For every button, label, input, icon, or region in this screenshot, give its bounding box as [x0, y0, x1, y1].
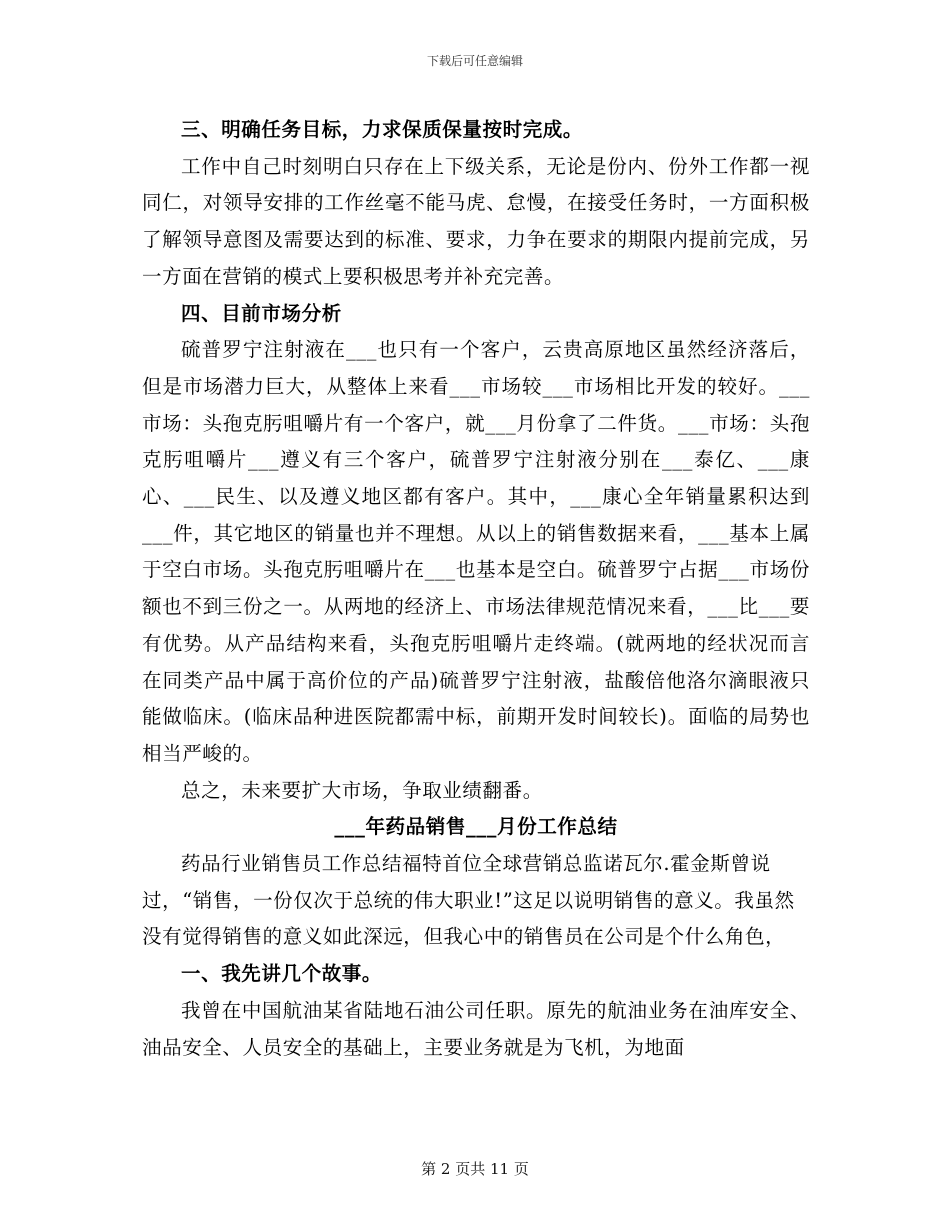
paragraph-stories: 我曾在中国航油某省陆地石油公司任职。原先的航油业务在油库安全、油品安全、人员安全的基础上，主要业务就是为飞机，为地面 [142, 998, 810, 1059]
paragraph-tasks: 工作中自己时刻明白只存在上下级关系，无论是份内、份外工作都一视同仁，对领导安排的工作丝毫不能马虎、怠慢，在接受任务时，一方面积极了解领导意图及需要达到的标准、要求，力争在要求的期限内提前完成，另一方面在营销的模式上要积极思考并补充完善。 [142, 154, 810, 288]
document-body [142, 112, 810, 1066]
section-heading-tasks: 三、明确任务目标，力求保质保量按时完成。 [181, 118, 584, 141]
section-heading-stories: 一、我先讲几个故事。 [181, 962, 383, 986]
header-note: 下载后可任意编辑 [426, 54, 523, 68]
document-title: ___年药品销售___月份工作总结 [334, 815, 618, 839]
paragraph-conclusion: 总之，未来要扩大市场，争取业绩翻番。 [181, 778, 543, 802]
section-heading-market-analysis: 四、目前市场分析 [181, 301, 342, 325]
paragraph-market-analysis: 硫普罗宁注射液在___也只有一个客户，云贵高原地区虽然经济落后，但是市场潜力巨大，从整体上来看___市场较___市场相比开发的较好。___市场：头孢克肟咀嚼片有一个客户，就___月份拿了二件货。___市场：头孢克肟咀嚼片___遵义有三个客户，硫普罗宁注射液分别在___泰亿、___康心、___民生、以及遵义地区都有客户。其中，___康心全年销量累积达到___件，其它地区的销量也并不理想。从以上的销售数据来看，___基本上属于空白市场。头孢克肟咀嚼片在___也基本是空白。硫普罗宁占据___市场份额也不到三份之一。从两地的经济上、市场法律规范情况来看，___比___要有优势。从产品结构来看，头孢克肟咀嚼片走终端。(就两地的经状况而言在同类产品中属于高价位的产品)硫普罗宁注射液，盐酸倍他洛尔滴眼液只能做临床。(临床品种进医院都需中标，前期开发时间较长)。面临的局势也相当严峻的。 [142, 338, 810, 765]
page-number: 第 2 页共 11 页 [421, 1160, 529, 1178]
paragraph-intro: 药品行业销售员工作总结福特首位全球营销总监诺瓦尔.霍金斯曾说过，“销售，一份仅次于总统的伟大职业!”这足以说明销售的意义。我虽然没有觉得销售的意义如此深远，但我心中的销售员在公司是个什么角色， [142, 852, 795, 949]
